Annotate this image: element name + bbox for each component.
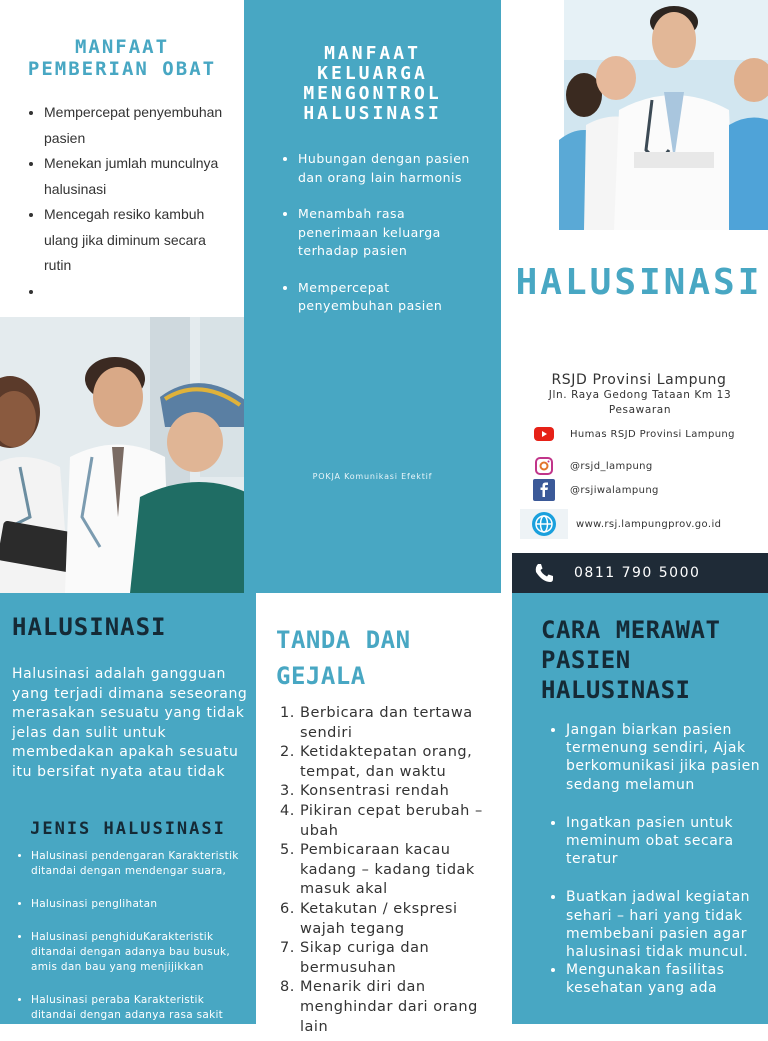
- title-line: KELUARGA: [317, 63, 428, 84]
- list-item: • Mencegah resiko kambuh ulang jika diminum secara rutin: [44, 202, 228, 279]
- list-item: 7. Sikap curiga dan bermusuhan: [300, 939, 498, 978]
- instagram-label: @rsjd_lampung: [570, 460, 653, 472]
- list-item: • Ingatkan pasien untuk meminum obat secara teratur: [566, 814, 762, 869]
- phone-number: 0811 790 5000: [574, 565, 701, 581]
- list-item: [44, 279, 228, 305]
- facebook-icon: [530, 478, 558, 502]
- cara-merawat-list: [550, 721, 762, 1018]
- panel-title-cara-merawat: [541, 615, 761, 705]
- halusinasi-description: Halusinasi adalah gangguan yang terjadi dimana seseorang merasakan sesuatu yang tidak jelas dan sulit untuk membedakan apakah sesuatu itu bersifat nyata atau tidak: [12, 666, 248, 780]
- title-line: PEMBERIAN OBAT: [27, 58, 217, 80]
- list-item: • Halusinasi penglihatan: [31, 897, 250, 912]
- youtube-label: Humas RSJD Provinsi Lampung: [570, 428, 735, 440]
- list-item: 2. Ketidaktepatan orang, tempat, dan waktu: [300, 743, 498, 782]
- list-item: • Halusinasi pendengaran Karakteristik ditandai dengan mendengar suara,: [31, 849, 250, 879]
- title-line: MENGONTROL: [303, 83, 442, 104]
- list-item: 6. Ketakutan / ekspresi wajah tegang: [300, 900, 498, 939]
- panel-title-manfaat-keluarga: [244, 44, 501, 124]
- title-line: HALUSINASI: [303, 103, 442, 124]
- website-contact[interactable]: [520, 510, 760, 538]
- jenis-halusinasi-list: [18, 849, 250, 1041]
- halusinasi-panel: [0, 593, 256, 1024]
- list-item: • Mengunakan fasilitas kesehatan yang ada: [566, 961, 762, 997]
- organization-name: RSJD Provinsi Lampung: [551, 372, 727, 388]
- instagram-icon: [530, 454, 558, 478]
- title-line: MANFAAT: [324, 43, 421, 64]
- list-item: • Mempercepat penyembuhan pasien: [44, 100, 228, 151]
- facebook-contact[interactable]: [530, 476, 760, 504]
- list-item: 4. Pikiran cepat berubah – ubah: [300, 802, 498, 841]
- phone-icon: [534, 563, 554, 583]
- panel-title-tanda-gejala: [276, 622, 496, 694]
- panel-title-halusinasi: HALUSINASI: [12, 613, 167, 641]
- list-item: 8. Menarik diri dan menghindar dari orang lain: [300, 978, 498, 1037]
- jenis-halusinasi-title: JENIS HALUSINASI: [30, 819, 226, 839]
- title-line: MANFAAT: [74, 36, 170, 58]
- list-item: • Menambah rasa penerimaan keluarga terhadap pasien: [298, 205, 487, 261]
- list-item: 1. Berbicara dan tertawa sendiri: [300, 704, 498, 743]
- title-line: PASIEN: [541, 646, 631, 674]
- pokja-footer: POKJA Komunikasi Efektif: [312, 472, 433, 481]
- manfaat-keluarga-list: [282, 150, 487, 334]
- doctors-photo: [0, 317, 256, 593]
- list-item: 3. Konsentrasi rendah: [300, 782, 498, 802]
- manfaat-keluarga-panel: [244, 0, 501, 593]
- manfaat-obat-list: [28, 100, 228, 304]
- youtube-contact[interactable]: [530, 420, 760, 448]
- tanda-gejala-list: [280, 704, 498, 1037]
- title-line: GEJALA: [276, 662, 366, 690]
- cara-merawat-panel: [512, 593, 768, 1024]
- list-item: • Halusinasi peraba Karakteristik ditandai dengan adanya rasa sakit: [31, 993, 250, 1023]
- phone-bar[interactable]: [512, 553, 768, 593]
- title-line: TANDA DAN: [276, 626, 411, 654]
- panel-title-manfaat-obat: [0, 36, 244, 80]
- cover-title: HALUSINASI: [515, 262, 763, 303]
- list-item: • Mempercepat penyembuhan pasien: [298, 279, 487, 316]
- title-line: CARA MERAWAT: [541, 616, 721, 644]
- list-item: • Hubungan dengan pasien dan orang lain harmonis: [298, 150, 487, 187]
- globe-icon: [520, 509, 568, 539]
- medical-team-photo: [564, 0, 768, 230]
- title-line: HALUSINASI: [541, 676, 691, 704]
- list-item: • Halusinasi penghiduKarakteristik ditandai dengan adanya bau busuk, amis dan bau yang menjijikkan: [31, 930, 250, 975]
- organization-address: Jln. Raya Gedong Tataan Km 13 Pesawaran: [548, 389, 732, 416]
- youtube-icon: [530, 422, 558, 446]
- facebook-label: @rsjiwalampung: [570, 484, 659, 496]
- list-item: • Menekan jumlah munculnya halusinasi: [44, 151, 228, 202]
- list-item: 5. Pembicaraan kacau kadang – kadang tidak masuk akal: [300, 841, 498, 900]
- list-item: • Jangan biarkan pasien termenung sendiri, Ajak berkomunikasi jika pasien sedang melamun: [566, 721, 762, 794]
- website-label: www.rsj.lampungprov.go.id: [576, 518, 722, 530]
- list-item: • Buatkan jadwal kegiatan sehari – hari yang tidak membebani pasien agar halusinasi tidak muncul.: [566, 888, 762, 961]
